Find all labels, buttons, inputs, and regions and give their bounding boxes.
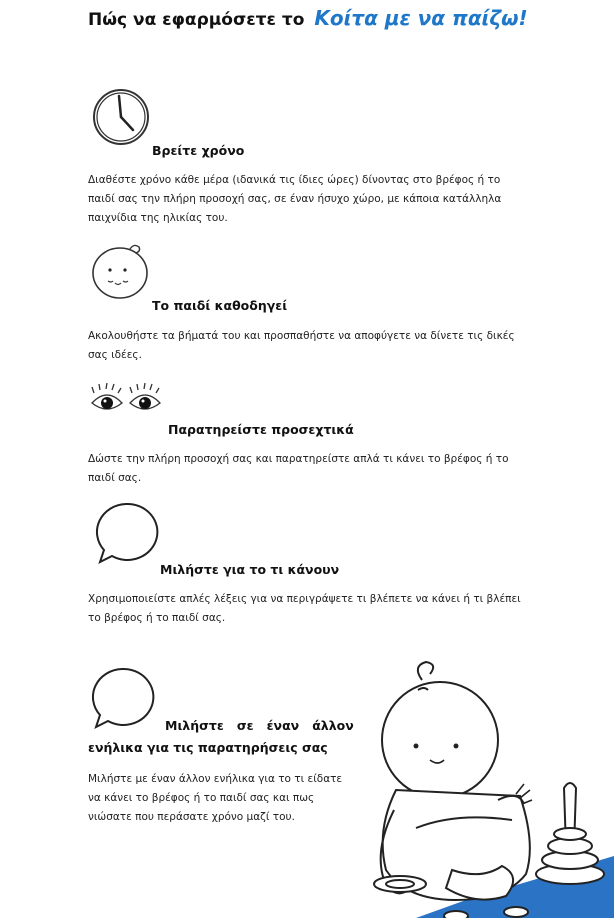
section-text: Διαθέστε χρόνο κάθε μέρα (ιδανικά τις ίδιες ώρες) δίνοντας στο βρέφος ή το παιδί σας την πλήρη προσοχή σας, σε έναν ήσυχο χώρο, με κάποια κατάλληλα παιχνίδια της ηλικίας του.	[88, 174, 502, 224]
clock-icon	[92, 88, 152, 148]
title-prefix: Πώς να εφαρμόσετε το	[88, 10, 305, 30]
section-heading: Το παιδί καθοδηγεί	[152, 298, 288, 313]
title-brand: Κοίτα με να παίζω!	[314, 6, 528, 30]
section-text: Δώστε την πλήρη προσοχή σας και παρατηρείστε απλά τι κάνει το βρέφος ή το παιδί σας.	[88, 453, 509, 484]
section-text: Χρησιμοποιείστε απλές λέξεις για να περιγράψετε τι βλέπετε να κάνει ή τι βλέπει το βρέφος ή το παιδί σας.	[88, 593, 521, 624]
section-heading: Μιλήστε για το τι κάνουν	[160, 562, 340, 577]
speech-bubble-icon	[94, 501, 160, 567]
section-heading: Βρείτε χρόνο	[152, 143, 245, 158]
section-heading-line1: Μιλήστε σε έναν άλλον	[165, 718, 354, 733]
section-text: Ακολουθήστε τα βήματά του και προσπαθήστε να αποφύγετε να δίνετε τις δικές σας ιδέες.	[88, 330, 515, 361]
page-title	[88, 6, 528, 30]
baby-face-icon	[90, 237, 156, 301]
section-heading: Παρατηρείστε προσεχτικά	[168, 422, 354, 437]
speech-bubble-icon	[90, 666, 156, 732]
baby-playing-illustration	[356, 660, 614, 918]
section-text: Μιλήστε με έναν άλλον ενήλικα για το τι είδατε να κάνει το βρέφος ή το παιδί σας και πως νιώσατε που περάσατε χρόνο μαζί του.	[88, 773, 343, 823]
eyes-icon	[90, 383, 166, 419]
section-heading-line2: ενήλικα για τις παρατηρήσεις σας	[88, 740, 328, 755]
